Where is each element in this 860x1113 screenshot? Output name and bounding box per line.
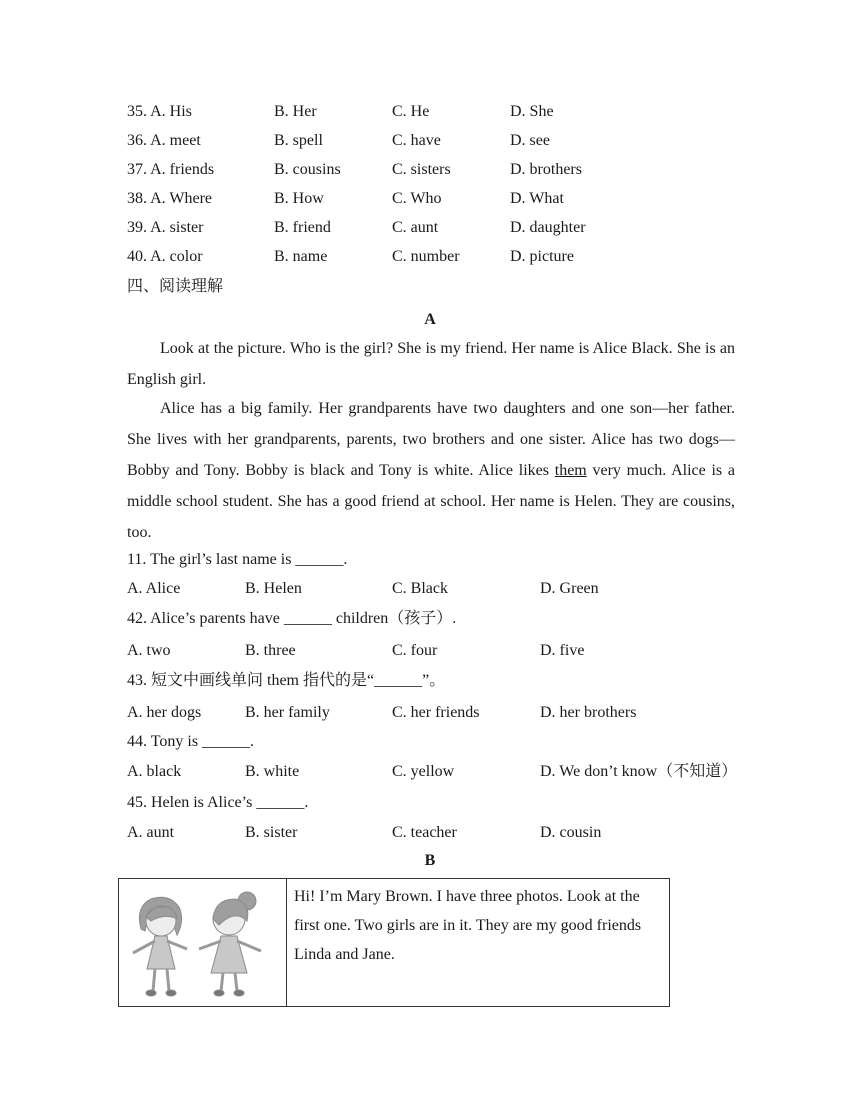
answer-option-a: A. Alice — [127, 580, 181, 597]
option-b: B. name — [274, 248, 328, 265]
answer-option-d: D. We don’t know（不知道） — [540, 763, 738, 780]
option-d: D. She — [510, 103, 554, 120]
question-number: 36. — [127, 132, 147, 149]
question-stem: 45. Helen is Alice’s ______. — [127, 794, 309, 811]
underlined-word: them — [554, 462, 587, 479]
option-b: B. friend — [274, 219, 331, 236]
option-d: D. picture — [510, 248, 574, 265]
option-a — [127, 247, 203, 267]
option-a — [127, 160, 214, 180]
option-a-text: A. color — [150, 248, 203, 265]
paragraph-text: Look at the picture. Who is the girl? She is my friend. Her name is Alice Black. She is an English girl. — [127, 340, 735, 388]
option-b: B. spell — [274, 132, 323, 149]
question-stem: 42. Alice’s parents have ______ children（孩子）. — [127, 610, 457, 627]
option-a-text: A. sister — [150, 219, 204, 236]
paragraph-text: very much. Alice is a middle school student. She has a good friend at school. Her name is Helen. They are cousins, too. — [127, 462, 736, 541]
section-title: 四、阅读理解 — [127, 278, 224, 295]
answer-option-a: A. aunt — [127, 824, 175, 841]
option-a-text: A. Where — [150, 190, 213, 207]
answer-option-c: C. four — [392, 642, 438, 659]
option-c: C. aunt — [392, 219, 439, 236]
question-number: 38. — [127, 190, 147, 207]
option-a — [127, 189, 212, 209]
two-girls-icon — [119, 879, 286, 1006]
option-a-text: A. meet — [150, 132, 201, 149]
option-d: D. brothers — [510, 161, 582, 178]
answer-option-b: B. sister — [245, 824, 298, 841]
answer-option-d: D. cousin — [540, 824, 602, 841]
option-d: D. see — [510, 132, 550, 149]
question-stem: 11. The girl’s last name is ______. — [127, 551, 348, 568]
option-d: D. daughter — [510, 219, 586, 236]
question-number: 37. — [127, 161, 147, 178]
answer-option-c: C. yellow — [392, 763, 455, 780]
option-a-text: A. His — [150, 103, 192, 120]
answer-option-d: D. her brothers — [540, 704, 637, 721]
question-stem: 44. Tony is ______. — [127, 733, 255, 750]
passage-a-heading: A — [424, 311, 436, 328]
answer-option-b: B. white — [245, 763, 300, 780]
answer-option-d: D. Green — [540, 580, 599, 597]
question-number: 35. — [127, 103, 147, 120]
passage-b-text: Hi! I’m Mary Brown. I have three photos. Look at the first one. Two girls are in it. They are my good friends Linda and Jane. — [294, 888, 642, 963]
passage-a-paragraph-2 — [127, 393, 735, 548]
answer-option-b: B. three — [245, 642, 296, 659]
answer-option-a: A. her dogs — [127, 704, 202, 721]
option-a-text: A. friends — [150, 161, 215, 178]
option-d: D. What — [510, 190, 564, 207]
answer-option-c: C. her friends — [392, 704, 480, 721]
option-b: B. Her — [274, 103, 317, 120]
option-a — [127, 131, 201, 151]
answer-option-c: C. teacher — [392, 824, 457, 841]
option-c: C. Who — [392, 190, 442, 207]
passage-b-heading: B — [424, 852, 436, 869]
option-b: B. How — [274, 190, 324, 207]
passage-a-paragraph-1 — [127, 333, 735, 395]
option-c: C. number — [392, 248, 460, 265]
option-a — [127, 102, 192, 122]
two-girls-illustration — [119, 879, 287, 1006]
passage-b-table — [118, 878, 670, 1007]
option-b: B. cousins — [274, 161, 341, 178]
answer-option-b: B. her family — [245, 704, 330, 721]
option-a — [127, 218, 203, 238]
paragraph-text: Alice has a big family. Her grandparents have two daughters and one son—her father. She lives with her grandparents, parents, two brothers and one sister. Alice has two dogs—Bobby and Tony. Bobby is black and Tony is white. Alice likes — [127, 400, 735, 479]
answer-option-d: D. five — [540, 642, 585, 659]
question-number: 39. — [127, 219, 147, 236]
answer-option-a: A. black — [127, 763, 182, 780]
answer-option-a: A. two — [127, 642, 171, 659]
option-c: C. have — [392, 132, 441, 149]
answer-option-b: B. Helen — [245, 580, 302, 597]
question-stem: 43. 短文中画线单问 them 指代的是“______”。 — [127, 672, 446, 689]
question-number: 40. — [127, 248, 147, 265]
answer-option-c: C. Black — [392, 580, 448, 597]
option-c: C. sisters — [392, 161, 451, 178]
option-c: C. He — [392, 103, 430, 120]
